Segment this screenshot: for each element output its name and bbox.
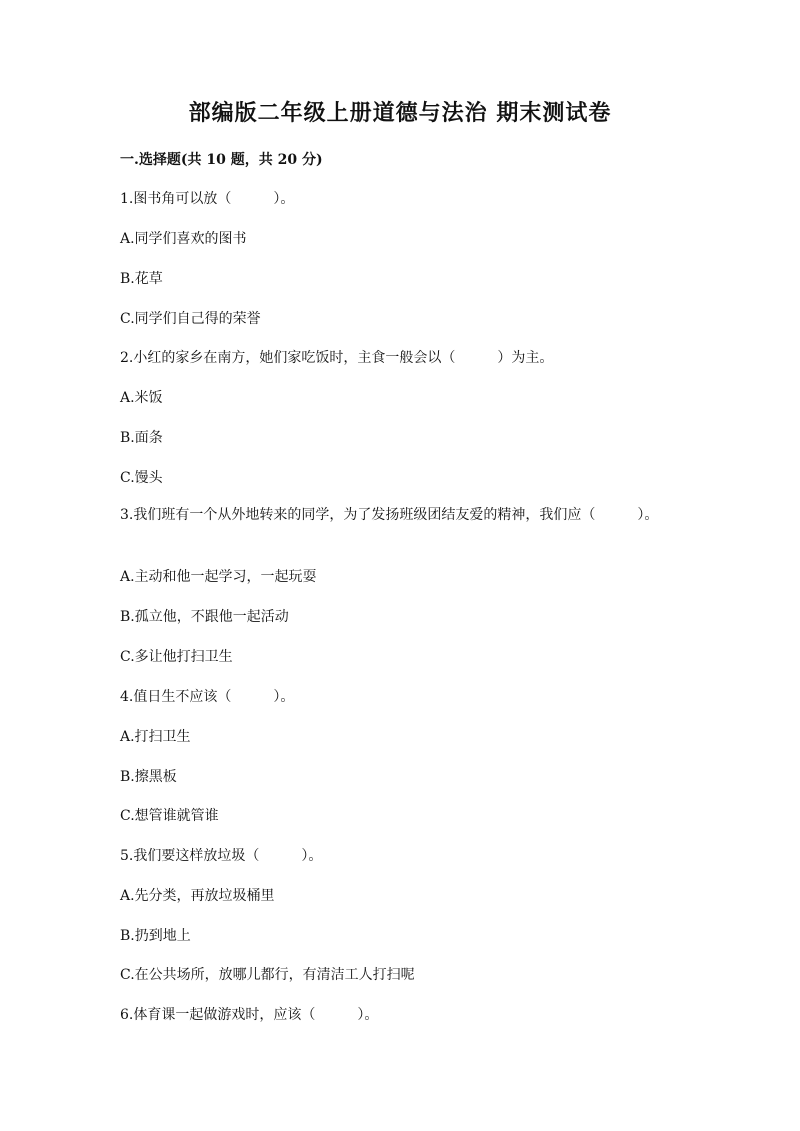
question-1-option-c: C.同学们自己得的荣誉	[120, 311, 261, 327]
question-2-option-c: C.馒头	[120, 470, 163, 486]
question-6-stem: 6.体育课一起做游戏时，应该（ ）。	[120, 1007, 379, 1023]
question-4-stem: 4.值日生不应该（ ）。	[120, 689, 295, 705]
question-3-option-c: C.多让他打扫卫生	[120, 649, 233, 665]
question-5-option-b: B.扔到地上	[120, 928, 191, 944]
question-3-option-a: A.主动和他一起学习，一起玩耍	[120, 569, 317, 585]
question-4-option-a: A.打扫卫生	[120, 729, 191, 745]
question-4-option-c: C.想管谁就管谁	[120, 808, 219, 824]
section-heading: 一.选择题(共 10 题，共 20 分)	[120, 152, 323, 168]
question-1-option-a: A.同学们喜欢的图书	[120, 231, 247, 247]
question-4-option-b: B.擦黑板	[120, 769, 177, 785]
question-5-option-c: C.在公共场所，放哪儿都行，有清洁工人打扫呢	[120, 967, 415, 983]
question-1-stem: 1.图书角可以放（ ）。	[120, 191, 295, 207]
question-3-stem: 3.我们班有一个从外地转来的同学，为了发扬班级团结友爱的精神，我们应（ ）。	[120, 507, 659, 523]
question-5-stem: 5.我们要这样放垃圾（ ）。	[120, 848, 323, 864]
question-5-option-a: A.先分类，再放垃圾桶里	[120, 888, 275, 904]
question-2-stem: 2.小红的家乡在南方，她们家吃饭时，主食一般会以（ ）为主。	[120, 350, 554, 366]
question-2-option-b: B.面条	[120, 430, 163, 446]
question-1-option-b: B.花草	[120, 271, 163, 287]
question-2-option-a: A.米饭	[120, 390, 163, 406]
question-3-option-b: B.孤立他，不跟他一起活动	[120, 609, 289, 625]
page-title: 部编版二年级上册道德与法治 期末测试卷	[188, 100, 612, 126]
